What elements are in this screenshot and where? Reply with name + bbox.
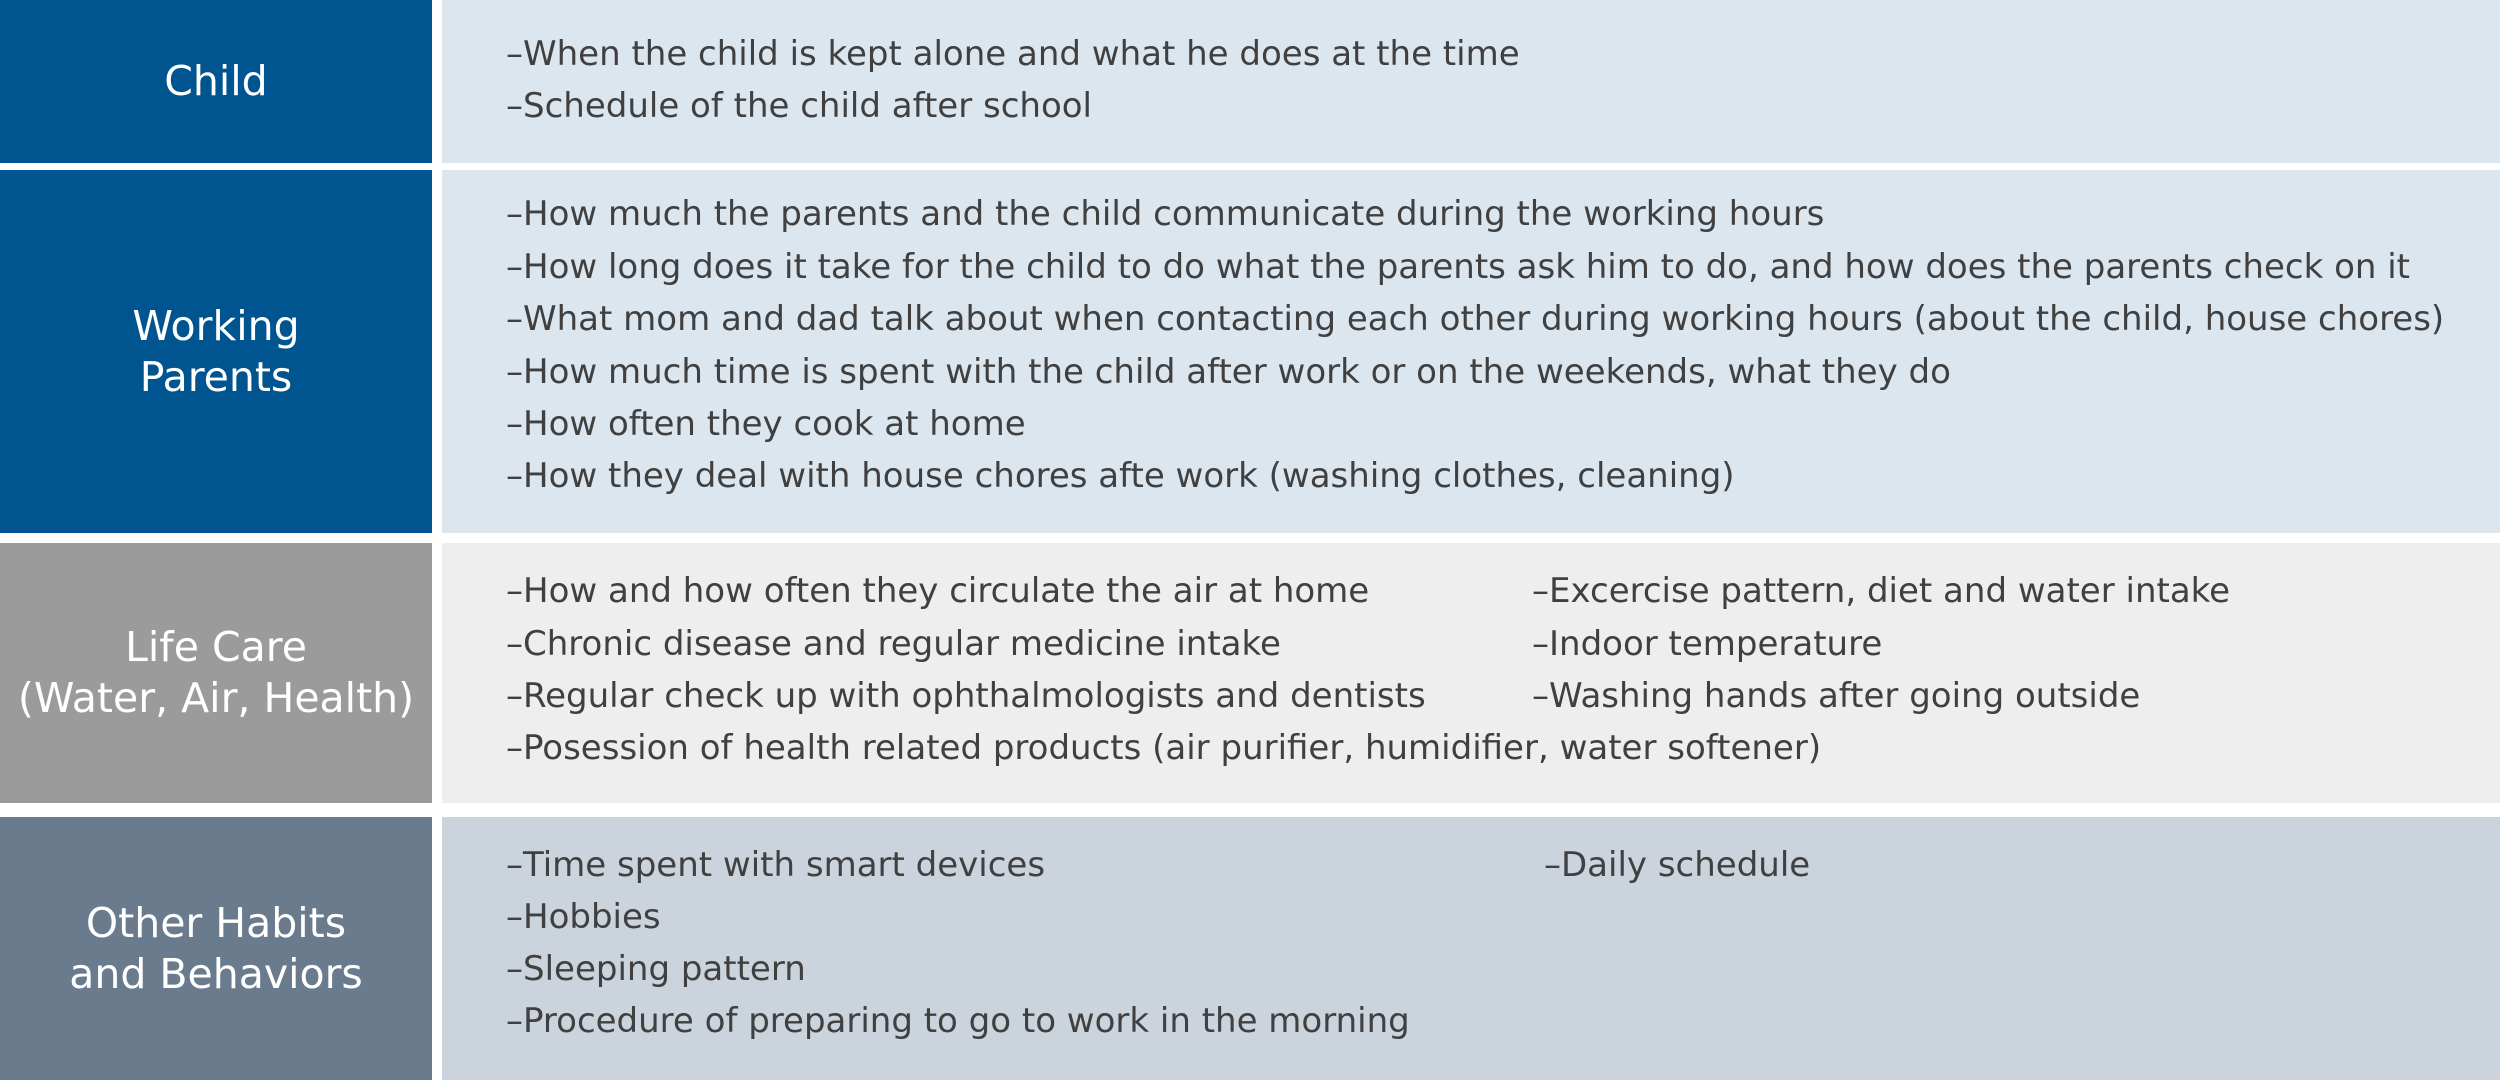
list-item: –Regular check up with ophthalmologists and dentists <box>506 676 1426 716</box>
row-content-child <box>442 0 2500 163</box>
row-life-care <box>0 543 2500 803</box>
list-item: –How often they cook at home <box>506 404 1026 444</box>
row-content-other-habits <box>442 817 2500 1080</box>
list-item: –Washing hands after going outside <box>1532 676 2141 716</box>
list-item: –How long does it take for the child to do what the parents ask him to do, and how does the parents check on it <box>506 247 2410 287</box>
row-label-child: Child <box>0 0 432 163</box>
list-item: –Schedule of the child after school <box>506 86 1093 126</box>
list-item: –Daily schedule <box>1544 845 1811 885</box>
list-item: –Chronic disease and regular medicine intake <box>506 624 1281 664</box>
list-item: –Excercise pattern, diet and water intake <box>1532 571 2231 611</box>
row-working-parents <box>0 170 2500 533</box>
list-item: –What mom and dad talk about when contacting each other during working hours (about the child, house chores) <box>506 299 2445 339</box>
list-item: –Hobbies <box>506 897 661 937</box>
row-content-working-parents <box>442 170 2500 533</box>
list-item: –How much time is spent with the child after work or on the weekends, what they do <box>506 352 1951 392</box>
row-label-life-care: Life Care (Water, Air, Health) <box>0 543 432 803</box>
list-item: –Sleeping pattern <box>506 949 806 989</box>
row-label-other-habits: Other Habits and Behaviors <box>0 817 432 1080</box>
list-item: –How they deal with house chores afte work (washing clothes, cleaning) <box>506 456 1735 496</box>
row-content-life-care <box>442 543 2500 803</box>
row-child <box>0 0 2500 163</box>
list-item: –Posession of health related products (air purifier, humidifier, water softener) <box>506 728 1822 768</box>
list-item: –Time spent with smart devices <box>506 845 1046 885</box>
list-item: –How much the parents and the child communicate during the working hours <box>506 194 1825 234</box>
row-other-habits <box>0 817 2500 1080</box>
list-item: –How and how often they circulate the air at home <box>506 571 1370 611</box>
list-item: –Procedure of preparing to go to work in the morning <box>506 1001 1410 1041</box>
list-item: –Indoor temperature <box>1532 624 1883 664</box>
list-item: –When the child is kept alone and what he does at the time <box>506 34 1520 74</box>
row-label-working-parents: Working Parents <box>0 170 432 533</box>
